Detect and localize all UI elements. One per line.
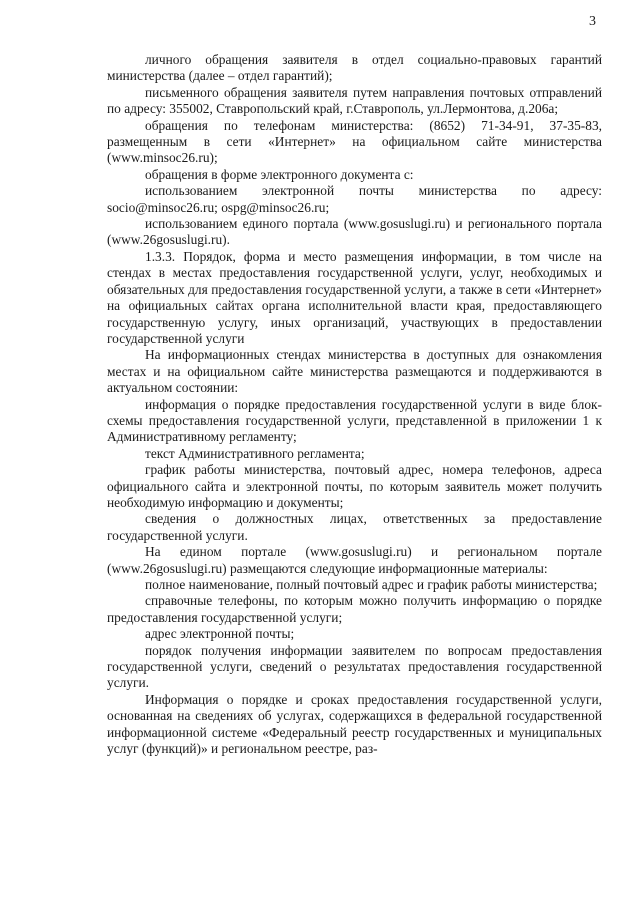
paragraph: полное наименование, полный почтовый адрес и график работы министерства; <box>145 577 598 592</box>
paragraph: информация о порядке предоставления государственной услуги в виде блок-схемы предоставления государственной услуги, представленной в приложении 1 к Административному регламенту; <box>107 396 602 445</box>
paragraph: На едином портале (www.gosuslugi.ru) и региональном портале (www.26gosuslugi.ru) размещаются следующие информационные материалы: <box>107 544 602 576</box>
document-body <box>107 52 602 757</box>
paragraph: график работы министерства, почтовый адрес, номера телефонов, адреса официального сайта и электронной почты, по которым заявитель может получить необходимую информацию и документы; <box>107 462 602 510</box>
paragraph: На информационных стендах министерства в доступных для ознакомления местах и на официальном сайте министерства размещаются и поддерживаются в актуальном состоянии: <box>107 347 602 396</box>
paragraph: порядок получения информации заявителем по вопросам предоставления государственной услуги, сведений о результатах предоставления государственной услуги. <box>107 642 602 691</box>
paragraph: обращения по телефонам министерства: (8652) 71-34-91, 37-35-83, размещенным в сети «Интернет» на официальном сайте министерства (www.minsoc26.ru); <box>107 117 602 166</box>
paragraph: Информация о порядке и сроках предоставления государственной услуги, основанная на сведениях об услугах, содержащихся в федеральной государственной информационной системе «Федеральный реестр государственных и муниципальных услуг (функций)» и региональном реестре, раз- <box>107 691 602 757</box>
paragraph: использованием единого портала (www.gosuslugi.ru) и регионального портала (www.26gosuslugi.ru). <box>107 216 602 248</box>
paragraph: использованием электронной почты министерства по адресу: socio@minsoc26.ru; ospg@minsoc26.ru; <box>107 183 602 215</box>
paragraph: 1.3.3. Порядок, форма и место размещения информации, в том числе на стендах в местах предоставления государственной услуги, услуг, необходимых и обязательных для предоставления государственной услуги, а также в сети «Интернет» на официальных сайтах органа исполнительной власти края, предоставляющего государственную услугу, иных организаций, участвующих в предоставлении государственной услуги <box>107 248 602 346</box>
paragraph: справочные телефоны, по которым можно получить информацию о порядке предоставления государственной услуги; <box>107 593 602 625</box>
paragraph: сведения о должностных лицах, ответственных за предоставление государственной услуги. <box>107 511 602 543</box>
page-number: 3 <box>589 14 596 29</box>
paragraph: письменного обращения заявителя путем направления почтовых отправлений по адресу: 355002, Ставропольский край, г.Ставрополь, ул.Лермонтова, д.206а; <box>107 84 602 117</box>
paragraph: текст Административного регламента; <box>145 445 365 461</box>
paragraph: обращения в форме электронного документа с: <box>145 166 414 182</box>
paragraph: личного обращения заявителя в отдел социально-правовых гарантий министерства (далее – отдел гарантий); <box>107 52 602 84</box>
paragraph: адрес электронной почты; <box>145 626 295 642</box>
